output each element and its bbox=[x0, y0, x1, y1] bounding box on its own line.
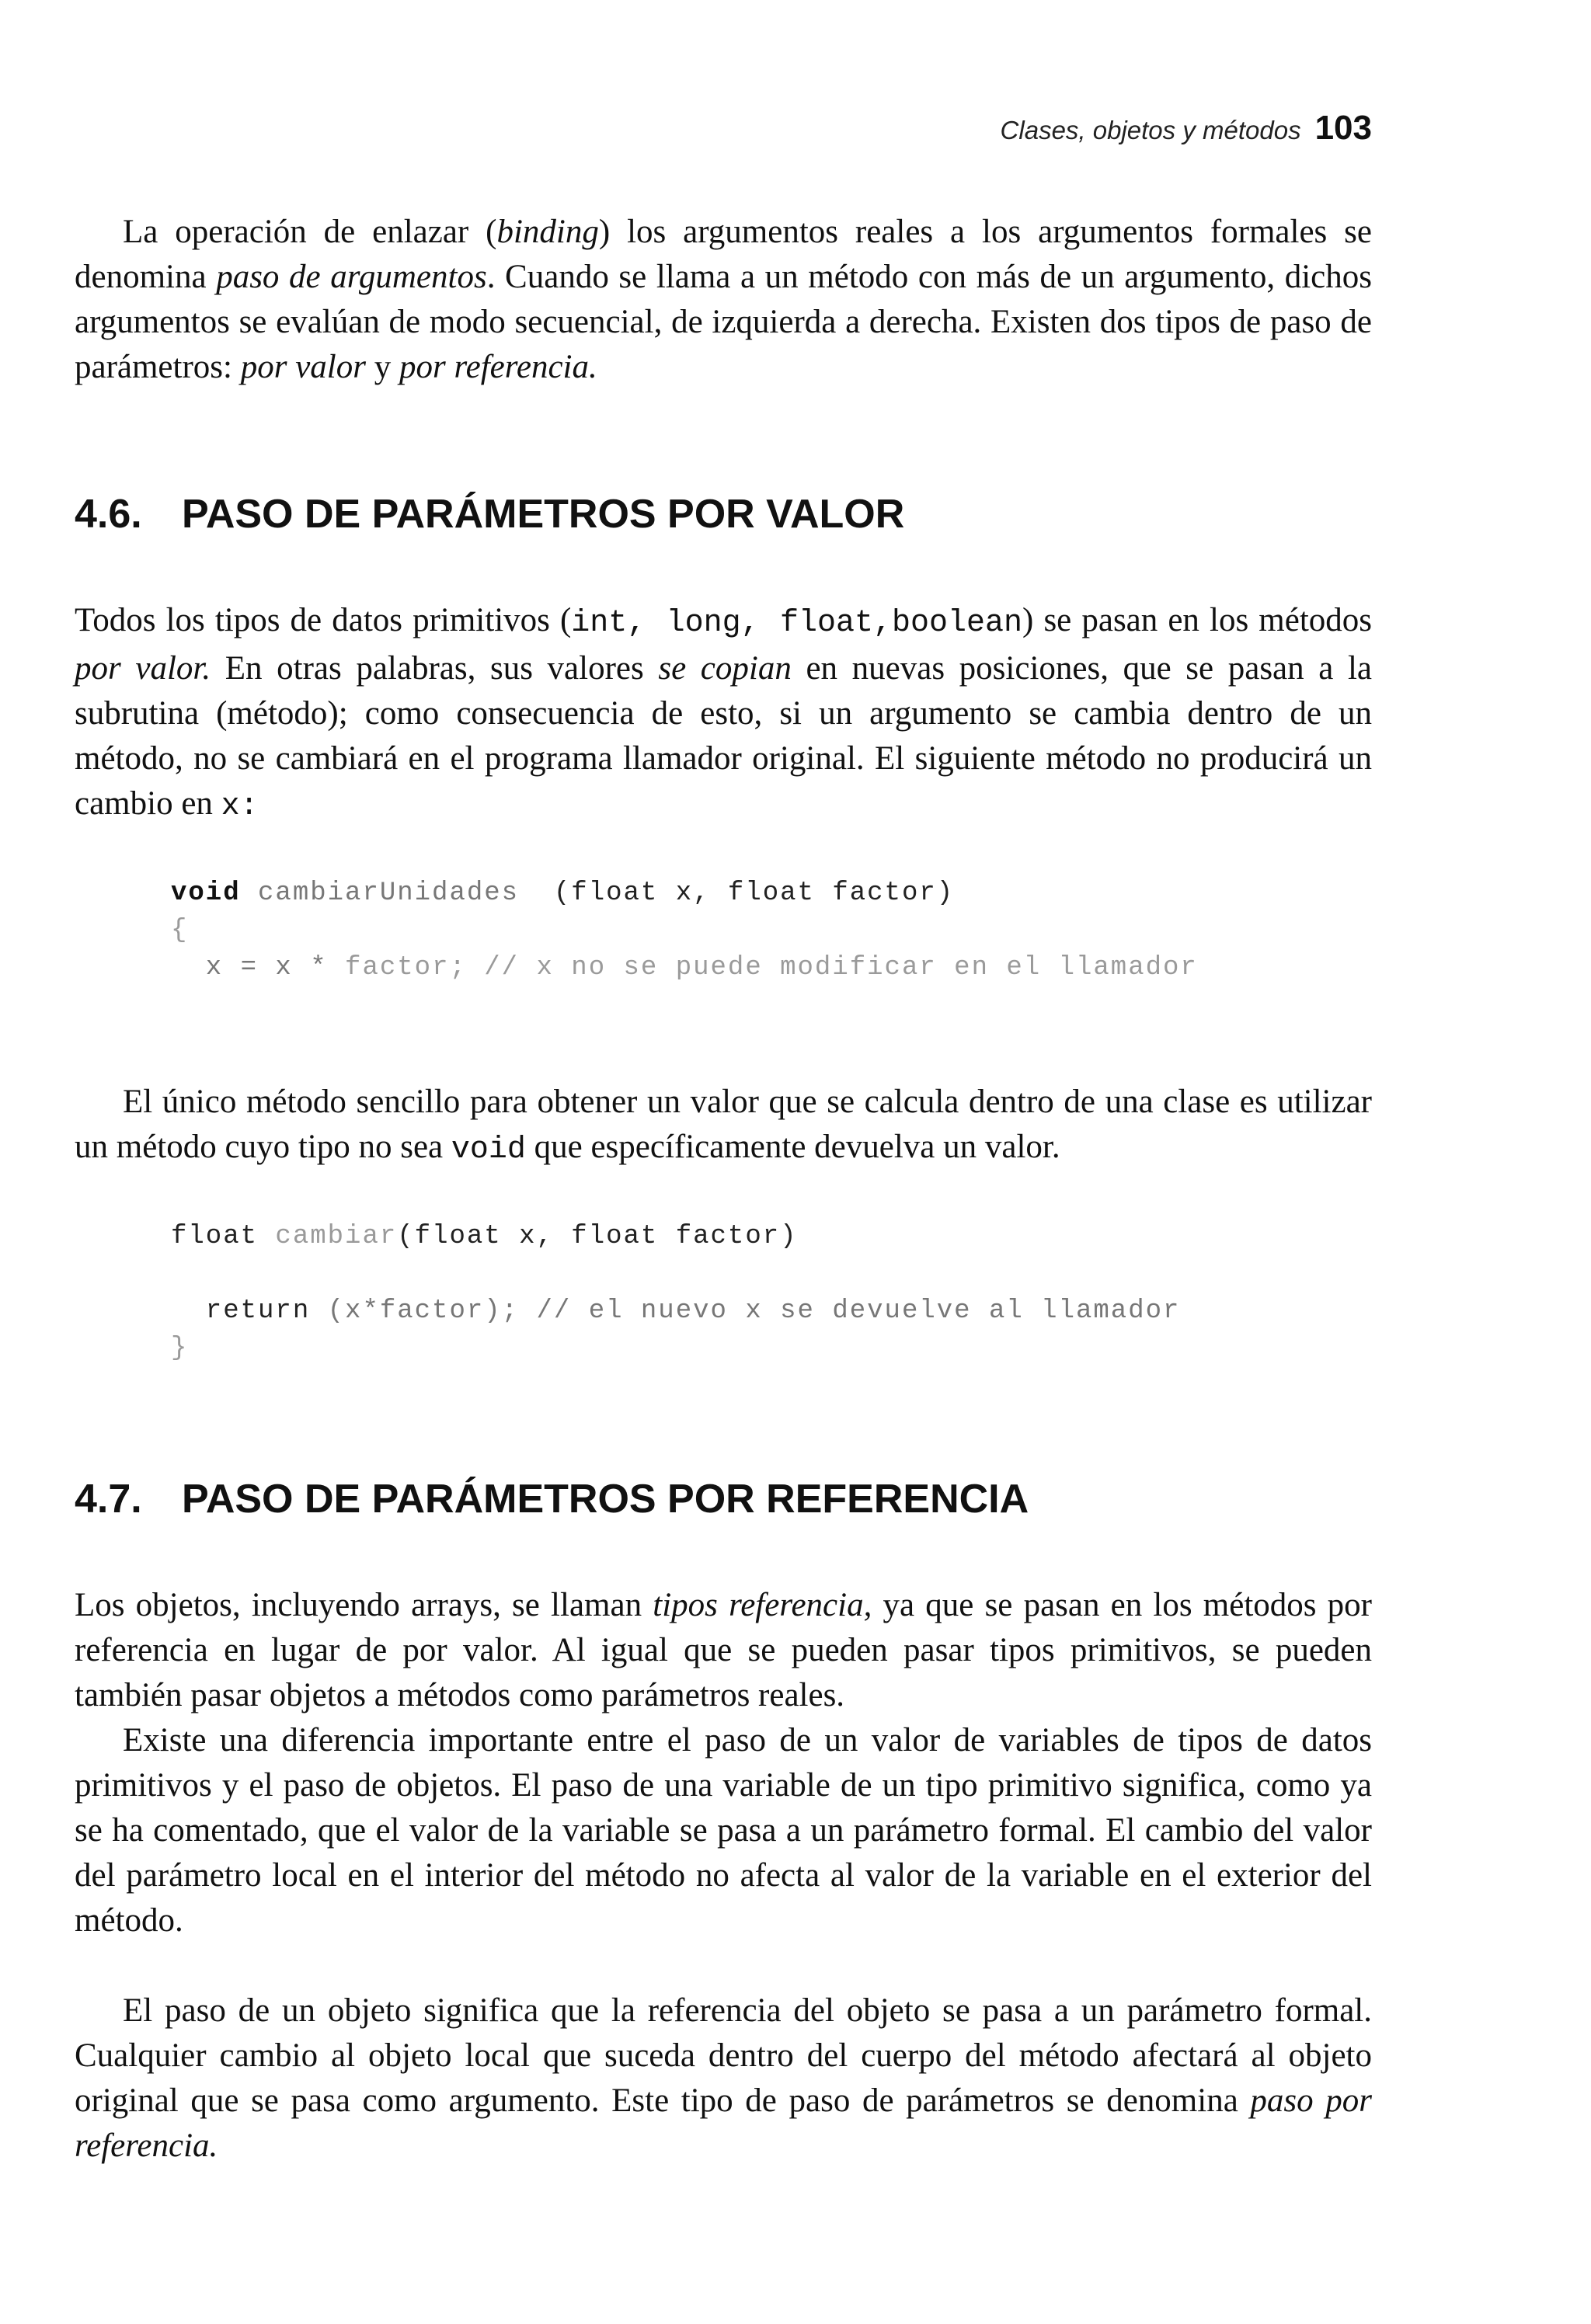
section-heading-4-6 bbox=[75, 491, 904, 538]
text-run: El único método sencillo para obtener un valor que se calcula dentro de una clase es utilizar un método cuyo tipo no sea bbox=[75, 1084, 1372, 1165]
text-run: Existe una diferencia importante entre el paso de un valor de variables de tipos de datos primitivos y el paso de objetos. El paso de una variable de un tipo primitivo significa, como ya se ha comentado, que el valor de la variable se pasa a un parámetro formal. El cambio del valor del parámetro local en el interior del método no afecta al valor de la variable en el exterior del método. bbox=[75, 1722, 1372, 1939]
text-run: en nuevas posiciones, que se pasan a la subrutina (método); como consecuencia de esto, si un argumento se cambia dentro de un método, no se cambiará en el programa llamador original. El siguiente método no producirá un cambio en bbox=[75, 650, 1373, 822]
italic-term: por valor bbox=[240, 349, 366, 385]
paragraph-metodo-sencillo bbox=[75, 1080, 1372, 1173]
inline-code: x: bbox=[221, 789, 259, 824]
text-run: Los objetos, incluyendo arrays, se llaman bbox=[75, 1587, 653, 1623]
paragraph-binding bbox=[75, 210, 1372, 390]
text-run: que específicamente devuelva un valor. bbox=[525, 1129, 1060, 1165]
running-head-title: Clases, objetos y métodos bbox=[1000, 116, 1301, 144]
italic-term: se copian bbox=[658, 650, 792, 687]
inline-code: int, long, float,boolean bbox=[571, 606, 1023, 641]
section-number: 4.7. bbox=[75, 1477, 142, 1522]
text-run: Todos los tipos de datos primitivos ( bbox=[75, 602, 572, 638]
italic-term: paso por referencia. bbox=[75, 2082, 1372, 2164]
text-run: ya que se pasan en los métodos por referencia en lugar de por valor. Al igual que se pueden pasar tipos primitivos, se pueden también pasar objetos a métodos como parámetros reales. bbox=[75, 1587, 1373, 1713]
section-heading-4-7 bbox=[75, 1476, 1029, 1522]
paragraph-objetos-referencia bbox=[75, 1583, 1372, 1718]
paragraph-diferencia bbox=[75, 1718, 1372, 1943]
italic-term: paso de argumentos bbox=[216, 259, 487, 295]
text-run: ) los argumentos reales a los argumentos formales se denomina bbox=[75, 214, 1372, 295]
paragraph-paso-objeto bbox=[75, 1988, 1372, 2169]
page-number: 103 bbox=[1314, 109, 1372, 147]
italic-term: por valor. bbox=[75, 650, 211, 687]
italic-term: por referencia. bbox=[399, 349, 597, 385]
code-brace: } bbox=[171, 1334, 189, 1363]
text-run: . Cuando se llama a un método con más de un argumento, dichos argumentos se evalúan de modo secuencial, de izquierda a derecha. Existen dos tipos de paso de parámetros: bbox=[75, 259, 1372, 385]
code-keyword: void bbox=[171, 878, 241, 908]
italic-term: binding bbox=[496, 214, 599, 250]
code-comment: factor; // x no se puede modificar en el llamador bbox=[345, 953, 1198, 983]
code-method-name: cambiar bbox=[258, 1222, 398, 1251]
code-brace: { bbox=[171, 916, 189, 945]
running-head bbox=[1001, 109, 1372, 148]
paragraph-paso-valor bbox=[75, 598, 1372, 830]
text-run: ) se pasan en los métodos bbox=[1022, 602, 1372, 638]
section-title: PASO DE PARÁMETROS POR REFERENCIA bbox=[182, 1477, 1029, 1522]
code-comment: (x*factor); // el nuevo x se devuelve al llamador bbox=[310, 1296, 1181, 1326]
code-block-float bbox=[171, 1218, 1180, 1367]
code-block-void bbox=[171, 875, 1198, 986]
section-number: 4.6. bbox=[75, 492, 142, 537]
text-run: En otras palabras, sus valores bbox=[211, 650, 659, 687]
code-keyword: float bbox=[171, 1222, 259, 1251]
code-params: (float x, float factor) bbox=[553, 878, 955, 908]
code-statement: x = x * bbox=[171, 953, 346, 983]
text-run: y bbox=[365, 349, 399, 385]
section-title: PASO DE PARÁMETROS POR VALOR bbox=[182, 492, 905, 537]
inline-code: void bbox=[451, 1132, 526, 1167]
text-run: La operación de enlazar ( bbox=[123, 214, 497, 250]
code-return: return bbox=[171, 1296, 311, 1326]
text-run: El paso de un objeto significa que la referencia del objeto se pasa a un parámetro formal. Cualquier cambio al objeto local que suceda dentro del cuerpo del método afectará al objeto original que se pasa como argumento. Este tipo de paso de parámetros se denomina bbox=[75, 1992, 1372, 2119]
code-method-name: cambiarUnidades bbox=[240, 878, 554, 908]
code-params: (float x, float factor) bbox=[397, 1222, 798, 1251]
italic-term: tipos referencia, bbox=[653, 1587, 872, 1623]
